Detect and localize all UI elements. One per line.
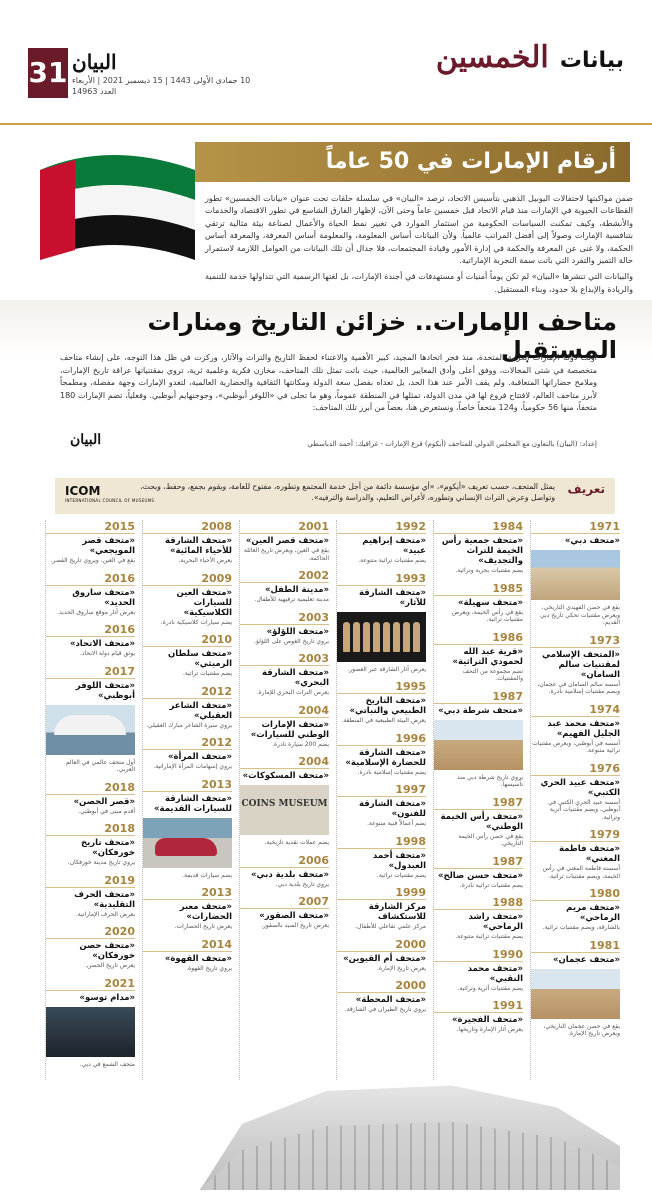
museum-entry [531,703,620,755]
museum-entry [143,572,232,627]
museum-description: يقع في العين، ويعرض تاريخ العائلة الحاكمة. [243,547,329,562]
museum-name: «متحف الإمارات الوطني للسيارات» [250,719,329,740]
museum-description: بالشارقة، ويضم مقتنيات تراثية. [542,924,620,931]
museum-description: أقدم مبنى في أبوظبي. [78,807,135,815]
artifact-mark [413,622,420,652]
icom-logo-subtext: INTERNATIONAL COUNCIL OF MUSEUMS [65,498,155,503]
museum-year: 2018 [46,781,135,795]
museum-year: 2021 [46,977,135,991]
museum-description: يعرض البيئة الطبيعية في المنطقة. [341,717,426,724]
museum-year: 1999 [337,886,426,900]
museum-description: يضم مقتنيات بحرية وتراثية. [455,567,523,574]
masthead-word-2: بيانات [559,48,624,73]
museum-name: «متحف الشارقة للسيارات القديمة» [154,793,232,814]
artifact-mark [353,622,360,652]
museum-photo [531,550,620,600]
museum-description: مدينة تعليمية ترفيهية للأطفال. [254,596,329,603]
museum-year: 1987 [434,690,523,704]
museum-timeline [40,520,620,1080]
intro-paragraph-1: ضمن مواكبتها لاحتفالات اليوبيل الذهبي بتأسيس الاتحاد، ترصد «البيان» في سلسلة حلقات تحت عنوان «بيانات الخمسين» تطور القطاعات الحيوية في الإمارات منذ قيام الاتحاد قبل خمسين عاماً وحتى الآن، لإظهار الفارق الشاسع في تطور الاقتصاد والخدمات والأنشطة، وكيف تمكنت السياسات الحكومية من استثمار الموارد في تغيير نمط الحياة والأعمال لصناعة بيئة مثالية ترتقي بتنافسية الإمارات وصولاً إلى أفضل المراتب عالمياً. ولأن البيانات أساس المعلومة، والمعلومة أساس المعرفة، والمعرفة أساس الحكمة، ولا غنى عن المعرفة والحكمة في إدارة الأمور وقيادة المجتمعات، فلا جدال أن تلك البيانات من العوامل اللازمة لاستمرار حالة التميز والتفرد التي باتت سمة التجربة الإماراتية. [205,193,633,266]
section-masthead [436,40,624,75]
museum-entry [337,572,426,674]
museum-year: 2003 [240,611,329,625]
museum-entry [240,704,329,749]
museum-year: 2020 [46,925,135,939]
museum-name: «متحف عبيد الحري الكتبي» [540,777,620,798]
timeline-column-6 [45,520,135,1080]
museum-photo [46,705,135,755]
museum-description: يعرض آثار موقع ساروق الحديد. [57,608,135,616]
article-headline: متاحف الإمارات.. خزائن التاريخ ومنارات المستقبل [147,308,617,364]
museum-entry [531,939,620,1038]
museum-name: «متحف راشد الرماحي» [468,912,523,932]
museum-year: 1991 [434,999,523,1013]
museum-year: 2012 [143,685,232,699]
coins-museum-sign: COINS MUSEUM [241,799,328,809]
artifact-mark [383,622,390,652]
artifact-mark [343,622,350,652]
museum-year: 2003 [240,652,329,666]
uae-flag-graphic [30,130,200,280]
museum-description: يروي تاريخ الطيران في الشارقة. [344,1006,426,1013]
museum-name: «متحف حصن خورفكان» [79,941,135,961]
museum-entry [531,828,620,880]
museum-year: 2004 [240,755,329,769]
museum-name: «متحف الفجيرة» [451,1015,523,1025]
museum-year: 1987 [434,855,523,869]
museum-description: يقع في رأس الخيمة، ويعرض مقتنيات تراثية. [451,608,523,623]
museum-name: «متحف المحطة» [355,995,426,1005]
museum-description: يضم 200 سيارة نادرة. [272,740,329,748]
museum-entry [46,822,135,867]
museum-name: «متحف تاريخ خورفكان» [80,838,135,858]
museum-entry [240,895,329,930]
museum-name: «متحف اللوفر أبوظبي» [75,680,135,701]
museum-name: «متحف محمد النقبي» [467,963,523,984]
museum-name: «متحف محمد عبد الجليل الفهيم» [547,718,620,739]
museum-year: 2016 [46,572,135,586]
museum-name: «قصر الحصن» [73,796,135,807]
museum-photo [240,785,329,835]
museum-name: «متحف الشارقة البحري» [262,668,329,688]
museum-name: «متحف أحمد العبدول» [372,850,426,871]
museum-entry [531,634,620,696]
museum-year: 2006 [240,854,329,868]
museum-photo [531,969,620,1019]
museum-entry [143,778,232,880]
museum-entry [46,665,135,774]
page-header [0,0,652,125]
museum-year: 2010 [143,633,232,647]
museum-year: 1996 [337,732,426,746]
museum-entry [143,886,232,931]
museum-year: 1971 [531,520,620,534]
museum-photo [143,818,232,868]
issue-number: العدد 14963 [72,87,117,96]
museum-name: «متحف الشارقة للحضارة الإسلامية» [345,747,426,768]
museum-description: يروي إسهامات المرأة الإماراتية. [153,763,232,770]
section-banner: أرقام الإمارات في 50 عاماً [195,142,630,182]
museum-name: «متحف مريم الرماحي» [566,903,620,923]
museum-entry [46,781,135,816]
museum-entry [46,977,135,1069]
museum-name: «متحف اللؤلؤ» [266,626,329,637]
definition-label: تعريف [567,482,605,496]
museum-photo [46,1007,135,1057]
article-credit: إعداد: (البيان) بالتعاون مع المجلس الدولي للمتاحف (أيكوم) فرع الإمارات - غرافيك: أحمد الدباسطي [307,440,597,448]
museum-name: «متحف شرطة دبي» [438,705,523,716]
article-body: أولت دولة الإمارات العربية المتحدة، منذ فجر اتحادها المجيد، كبير الأهمية والاعتناء لحفظ التاريخ والتراث والآثار، وركزت في ظل هذا التوجه، على إنشاء متاحف متخصصة في شتى المجالات، ووفق أعلى وأدق المعايير العالمية، حيث باتت تمثل تلك المتاحف، مخازن فكرية وعلمية ثرية، تروي بمقتنياتها عراقة تاريخ الإمارات، وملامح حضاراتها المتعاقبة. ولم يقف الأمر عند هذا الحد، بل تعداه بفضل سعة الدولة ومكانتها الثقافية والحضارية العالمية، لتغدو الإمارات وجهة مفضلة، ومطمحاً لأبرز متاحف العالم، لافتتاح فروع لها في مدن الدولة، تمثلها في المنطقة عموماً، وهو ما تجلى في «اللوفر أبوظبي»، وجوجنهايم أبوظبي. وفعلياً، تضم الإمارات 180 متحفاً، منها 56 حكومياً، و124 متحفاً خاصاً، ونستعرض هنا، بعضاً من أبرز تلك المتاحف: [60,353,597,413]
museum-description: يروي تاريخ شرطة دبي منذ تأسيسها. [457,773,523,788]
museum-description: أسسه في أبوظبي، ويعرض مقتنيات تراثية متنوعة. [532,739,620,754]
museum-name: «متحف الاتحاد» [69,639,135,649]
museum-entry [337,938,426,973]
museum-name: «متحف الشارقة للأحياء المائية» [165,536,232,556]
museum-year: 1976 [531,762,620,776]
museum-entry [337,835,426,880]
museum-description: يروي تاريخ القهوة. [186,964,232,972]
museum-year: 2002 [240,569,329,583]
museum-entry [240,611,329,646]
museum-name: «متحف أم القيوين» [343,953,426,964]
museum-name: «متحف إبراهيم عبيد» [362,536,426,556]
paper-name: البيان [72,50,117,74]
dome-shape [54,715,126,735]
museum-year: 1980 [531,887,620,901]
museum-description: يعرض تاريخ الصيد بالصقور. [261,922,329,929]
museum-name: «متحف سهيلة» [458,597,523,608]
museum-description: يضم مقتنيات تراثية. [182,670,232,677]
museum-year: 2014 [143,938,232,952]
museum-year: 2018 [46,822,135,836]
museum-entry [240,652,329,697]
timeline-column-4 [239,520,329,1080]
museum-description: يعرض آثار الشارقة عبر العصور. [347,665,426,673]
museum-entry [240,854,329,889]
museum-entry [531,520,620,627]
museum-entry [434,796,523,848]
timeline-column-1 [530,520,620,1080]
museum-entry [143,633,232,678]
museum-year: 2000 [337,938,426,952]
museum-description: يقع في حصن عجمان التاريخي، ويعرض تاريخ الإمارة. [543,1022,620,1037]
museum-entry [240,755,329,847]
museum-name: «متحف سلطان الرميثي» [168,649,232,669]
museum-entry [531,762,620,822]
museum-description: يروي تاريخ مدينة خورفكان. [67,859,135,866]
timeline-column-5 [142,520,232,1080]
museum-year: 1990 [434,948,523,962]
museum-year: 2012 [143,736,232,750]
museum-description: يروي سيرة الشاعر مبارك العقيلي. [146,721,232,729]
definition-box [55,478,615,514]
museum-entry [46,874,135,919]
masthead-word-1: الخمسين [435,40,549,75]
museum-year: 1979 [531,828,620,842]
museum-description: يعرض آثار الإمارة وتاريخها. [456,1026,523,1033]
museum-entry [337,732,426,777]
museum-description: مركز علمي تفاعلي للأطفال. [355,923,426,930]
museum-entry [434,999,523,1034]
museum-entry [337,979,426,1014]
museum-photo [337,612,426,662]
museum-description: يروي تاريخ بلدية دبي. [275,880,329,888]
museum-year: 1988 [434,896,523,910]
museum-name: «مدينة الطفل» [264,585,329,595]
museum-year: 1985 [434,582,523,596]
museum-description: يقع في العين، ويروي تاريخ القصر. [50,557,135,564]
museum-description: يضم مقتنيات إسلامية نادرة. [357,768,426,776]
museum-description: يضم مقتنيات تراثية. [376,871,426,879]
paper-info [72,50,250,96]
museum-year: 1984 [434,520,523,534]
page-number: 31 [28,48,68,98]
museum-name: «متحف الشاعر العقيلي» [169,700,232,721]
museum-year: 2007 [240,895,329,909]
museum-description: يعرض الحرف الإماراتية. [75,910,135,918]
museum-description: متحف الشمع في دبي. [79,1060,135,1068]
museum-name: «متحف العين للسيارات الكلاسيكية» [176,587,232,618]
museum-name: «متحف رأس الخيمة الوطني» [440,811,523,832]
museum-description: يضم مقتنيات أثرية وتراثية. [457,984,523,992]
timeline-column-2 [433,520,523,1080]
museum-description: يعرض تاريخ الحضارات. [174,923,232,930]
museum-entry [46,925,135,970]
museum-name: «مدام توسو» [79,992,135,1003]
museum-description: يوثق قيام دولة الاتحاد. [79,650,135,657]
museum-year: 2016 [46,623,135,637]
museum-description: يضم أعمالاً فنية متنوعة. [367,820,426,827]
museum-description: يضم عملات نقدية تاريخية. [264,839,329,846]
museum-entry [434,855,523,890]
museum-name: «متحف القهوة» [164,953,232,964]
museum-entry [531,887,620,932]
museum-year: 2000 [337,979,426,993]
museum-name: «المتحف الإسلامي لمقتنيات سالم السامان» [542,649,620,680]
museum-entry [434,520,523,575]
museum-description: يضم سيارات كلاسيكية نادرة. [160,618,232,626]
definition-text: يمثل المتحف، حسب تعريف «أيكوم»، «أي مؤسسة دائمة من أجل خدمة المجتمع وتطوره، مفتوح للعامة، ويقوم بجمع، وحفظ، وبحث، وتواصل وعرض التراث الإنساني وتطوره، لأغراض التعليم، والدراسة والترفيه». [140,482,555,502]
museum-entry [434,690,523,789]
museum-year: 1981 [531,939,620,953]
museum-year: 2015 [46,520,135,534]
museum-entry [337,520,426,565]
museum-name: «متحف الحرف التقليدية» [74,889,135,910]
museum-entry [434,631,523,683]
museum-entry [240,569,329,604]
museum-entry [240,520,329,562]
artifact-mark [373,622,380,652]
museum-year: 2013 [143,778,232,792]
museum-year: 1987 [434,796,523,810]
museum-name: «متحف التاريخ الطبيعي والنباتي» [349,696,426,716]
museum-description: يعرض الأحياء البحرية. [178,557,232,564]
museum-entry [46,623,135,658]
car-shape [155,838,217,856]
museum-description: يضم مقتنيات تراثية متنوعة. [358,557,426,564]
museum-name: «متحف دبي» [564,536,620,546]
museum-description: يضم سيارات قديمة. [182,871,232,879]
museum-year: 1997 [337,783,426,797]
museum-entry [143,938,232,973]
timeline-column-3 [336,520,426,1080]
museum-name: «متحف قصر العين» [245,536,329,546]
museum-description: يروي تاريخ الغوص على اللؤلؤ. [254,637,329,645]
museum-entry [143,736,232,771]
museum-entry [434,948,523,993]
museum-year: 2001 [240,520,329,534]
museum-description: تضم مجموعة من التحف والمقتنيات. [462,667,523,682]
museum-year: 2009 [143,572,232,586]
museum-name: مركز الشارقة للاستكشاف [368,902,426,922]
museum-entry [434,582,523,624]
museum-entry [434,896,523,941]
museum-description: أسسته فاطمة المغني في رأس الخيمة، ويضم مقتنيات تراثية. [542,865,620,880]
museum-year: 1974 [531,703,620,717]
albayan-signature-logo: البيان [70,432,102,448]
museum-description: أسسه سالم السامان في عجمان، ويضم مقتنيات إسلامية نادرة. [537,680,620,695]
museum-name: «متحف ساروق الحديد» [72,587,135,608]
museum-entry [337,783,426,828]
museum-name: «متحف الشارقة للآثار» [359,587,426,608]
museum-year: 2017 [46,665,135,679]
museum-name: «متحف الصقور» [259,911,329,921]
museum-description: يعرض تاريخ الإمارة. [377,964,426,972]
museum-description: يقع في حصن رأس الخيمة التاريخي. [458,832,523,847]
museum-description: يضم مقتنيات تراثية نادرة. [459,881,523,889]
museum-name: «متحف عجمان» [553,954,620,965]
museum-entry [46,572,135,617]
museum-entry [143,685,232,730]
museum-entry [143,520,232,565]
museum-year: 1992 [337,520,426,534]
museum-year: 1995 [337,680,426,694]
museum-name: «متحف معبر الحضارات» [179,902,232,922]
artifact-mark [403,622,410,652]
intro-paragraph-2: والبيانات التي تنشرها «البيان» لم تكن يوماً أمنيات أو مستهدفات في أجندة الإمارات، بل لغتها الرسمية التي تتداولها خدمة للتنمية والريادة والإبداع بلا حدود، وبناء المستقبل. [205,271,633,294]
museum-name: «متحف المسكوكات» [242,771,329,781]
museum-year: 2019 [46,874,135,888]
museum-year: 2004 [240,704,329,718]
museum-description: يضم مقتنيات تراثية متنوعة. [455,933,523,940]
museum-photo [434,720,523,770]
publication-date: 10 جمادى الأولى 1443 | 15 ديسمبر 2021 | الأربعاء [72,76,251,85]
museum-name: «متحف فاطمة المغني» [558,844,620,864]
museum-name: «متحف بلدية دبي» [251,869,329,880]
museum-description: يقع في حصن الفهيدي التاريخي، ويعرض مقتنيات تحكي تاريخ دبي القديم. [540,604,620,626]
artifact-mark [393,622,400,652]
museum-entry [337,886,426,931]
intro-text [205,192,633,299]
museum-name: «متحف جمعية رأس الخيمة للتراث والتجديف» [441,536,523,566]
museum-year: 2008 [143,520,232,534]
museum-year: 1998 [337,835,426,849]
icom-logo-text: ICOM [65,484,101,498]
museum-description: أول متحف عالمي في العالم العربي. [65,758,135,773]
museum-name: «متحف الشارقة للفنون» [359,799,426,819]
museum-description: يعرض تاريخ الحصن. [85,962,135,969]
museum-year: 1993 [337,572,426,586]
museum-name: «قرية عبد الله لحمودي التراثية» [452,646,523,667]
museum-name: «متحف قصر المويجعي» [82,536,135,556]
artifact-mark [363,622,370,652]
museum-year: 1986 [434,631,523,645]
museum-description: يعرض التراث البحري للإمارة. [256,689,329,696]
museum-entry [46,520,135,565]
museum-name: «متحف حسن صالح» [437,870,523,881]
museum-name: «متحف المرأة» [168,752,232,762]
museum-year: 2013 [143,886,232,900]
museum-year: 1973 [531,634,620,648]
icom-logo [65,484,154,503]
museum-entry [337,680,426,725]
museum-description: أسسه عبيد الحري الكتبي في أبوظبي، ويضم مقتنيات أثرية وتراثية. [548,798,620,821]
